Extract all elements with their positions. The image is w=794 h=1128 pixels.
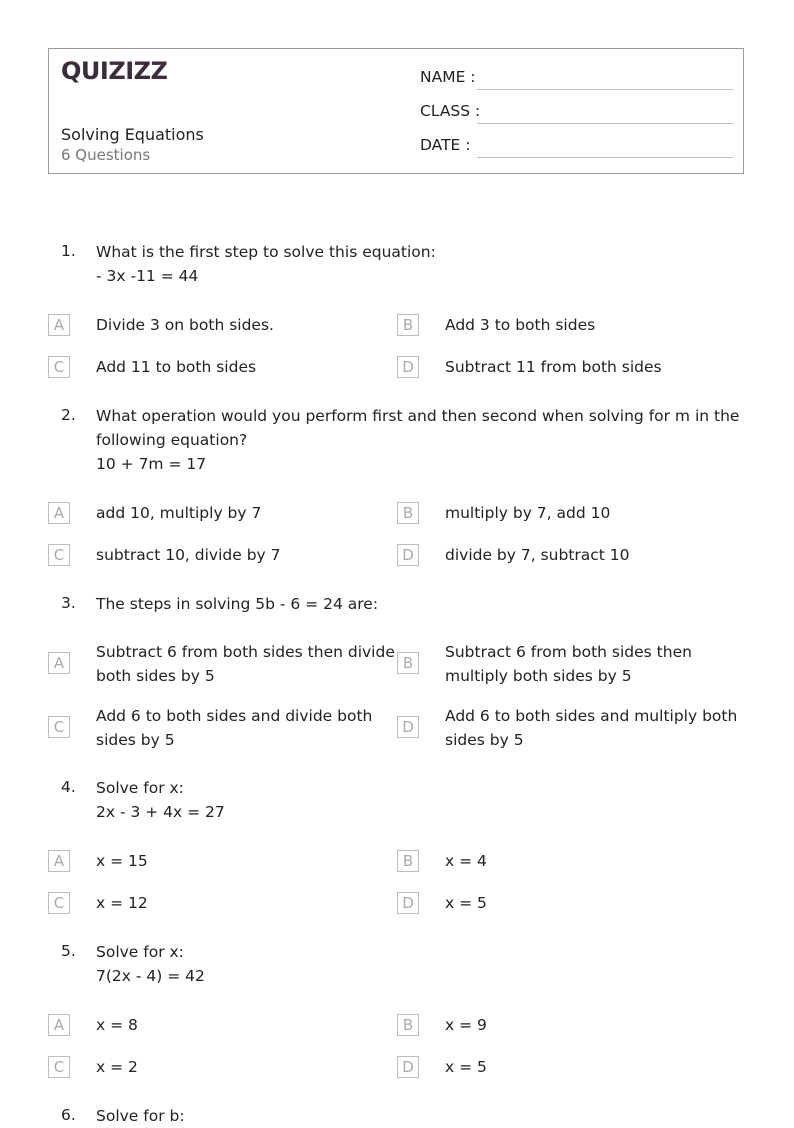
question-number: 2. — [61, 406, 76, 424]
option-text: x = 5 — [445, 894, 487, 912]
worksheet-title: Solving Equations — [61, 125, 204, 144]
option-text: x = 12 — [96, 894, 148, 912]
option-text: Add 11 to both sides — [96, 358, 257, 376]
option-letter-box[interactable]: D — [397, 892, 419, 914]
question-line: - 3x -11 = 44 — [96, 267, 199, 285]
question-line: 10 + 7m = 17 — [96, 455, 207, 473]
question-line: Solve for x: — [96, 943, 184, 961]
question-number: 1. — [61, 242, 76, 260]
option-text: Subtract 6 from both sides then multiply both sides by 5 — [445, 643, 692, 685]
option-text: Divide 3 on both sides. — [96, 316, 274, 334]
question-text — [96, 1104, 736, 1128]
option-text: Subtract 11 from both sides — [445, 358, 662, 376]
option-text: add 10, multiply by 7 — [96, 504, 262, 522]
worksheet-header — [48, 48, 744, 174]
option-letter-box[interactable]: C — [48, 1056, 70, 1078]
option-letter-box[interactable]: B — [397, 652, 419, 674]
question-line: What operation would you perform first and then second when solving for m in the — [96, 407, 740, 425]
option-letter-box[interactable]: B — [397, 850, 419, 872]
option-letter-box[interactable]: A — [48, 314, 70, 336]
option-letter-box[interactable]: C — [48, 892, 70, 914]
option-text: divide by 7, subtract 10 — [445, 546, 630, 564]
option-text: x = 2 — [96, 1058, 138, 1076]
option-text: multiply by 7, add 10 — [445, 504, 611, 522]
option-letter-box[interactable]: A — [48, 1014, 70, 1036]
option-text: x = 8 — [96, 1016, 138, 1034]
class-line — [477, 123, 733, 124]
question-text — [96, 240, 736, 288]
option-text: x = 5 — [445, 1058, 487, 1076]
option-letter-box[interactable]: C — [48, 716, 70, 738]
option-text: Subtract 6 from both sides then divide both sides by 5 — [96, 643, 395, 685]
option-letter-box[interactable]: D — [397, 544, 419, 566]
name-line — [477, 89, 733, 90]
option-text: x = 15 — [96, 852, 148, 870]
question-line: Solve for x: — [96, 779, 184, 797]
date-label: DATE : — [420, 136, 471, 154]
question-number: 3. — [61, 594, 76, 612]
option-letter-box[interactable]: A — [48, 502, 70, 524]
date-line — [477, 157, 733, 158]
class-label: CLASS : — [420, 102, 481, 120]
option-text: Add 6 to both sides and multiply both sides by 5 — [445, 707, 738, 749]
option-letter-box[interactable]: A — [48, 652, 70, 674]
option-letter-box[interactable]: D — [397, 1056, 419, 1078]
option-letter-box[interactable]: C — [48, 544, 70, 566]
question-line: 7(2x - 4) = 42 — [96, 967, 205, 985]
name-label: NAME : — [420, 68, 476, 86]
question-line: 2x - 3 + 4x = 27 — [96, 803, 225, 821]
question-line: following equation? — [96, 431, 248, 449]
option-letter-box[interactable]: B — [397, 1014, 419, 1036]
question-number: 6. — [61, 1106, 76, 1124]
option-letter-box[interactable]: D — [397, 356, 419, 378]
option-letter-box[interactable]: B — [397, 502, 419, 524]
question-number: 5. — [61, 942, 76, 960]
option-text: Add 3 to both sides — [445, 316, 596, 334]
question-line: The steps in solving 5b - 6 = 24 are: — [96, 595, 379, 613]
option-text: x = 4 — [445, 852, 487, 870]
option-letter-box[interactable]: D — [397, 716, 419, 738]
question-line: What is the first step to solve this equation: — [96, 243, 436, 261]
option-letter-box[interactable]: B — [397, 314, 419, 336]
question-text — [96, 404, 740, 476]
question-text — [96, 940, 736, 988]
question-count: 6 Questions — [61, 146, 151, 164]
question-text — [96, 592, 736, 616]
question-text — [96, 776, 736, 824]
quizizz-logo: QUIZIZZ — [61, 57, 168, 85]
option-letter-box[interactable]: C — [48, 356, 70, 378]
question-number: 4. — [61, 778, 76, 796]
question-line: Solve for b: — [96, 1107, 185, 1125]
option-text: subtract 10, divide by 7 — [96, 546, 281, 564]
option-text: x = 9 — [445, 1016, 487, 1034]
option-text: Add 6 to both sides and divide both sides by 5 — [96, 707, 373, 749]
option-letter-box[interactable]: A — [48, 850, 70, 872]
